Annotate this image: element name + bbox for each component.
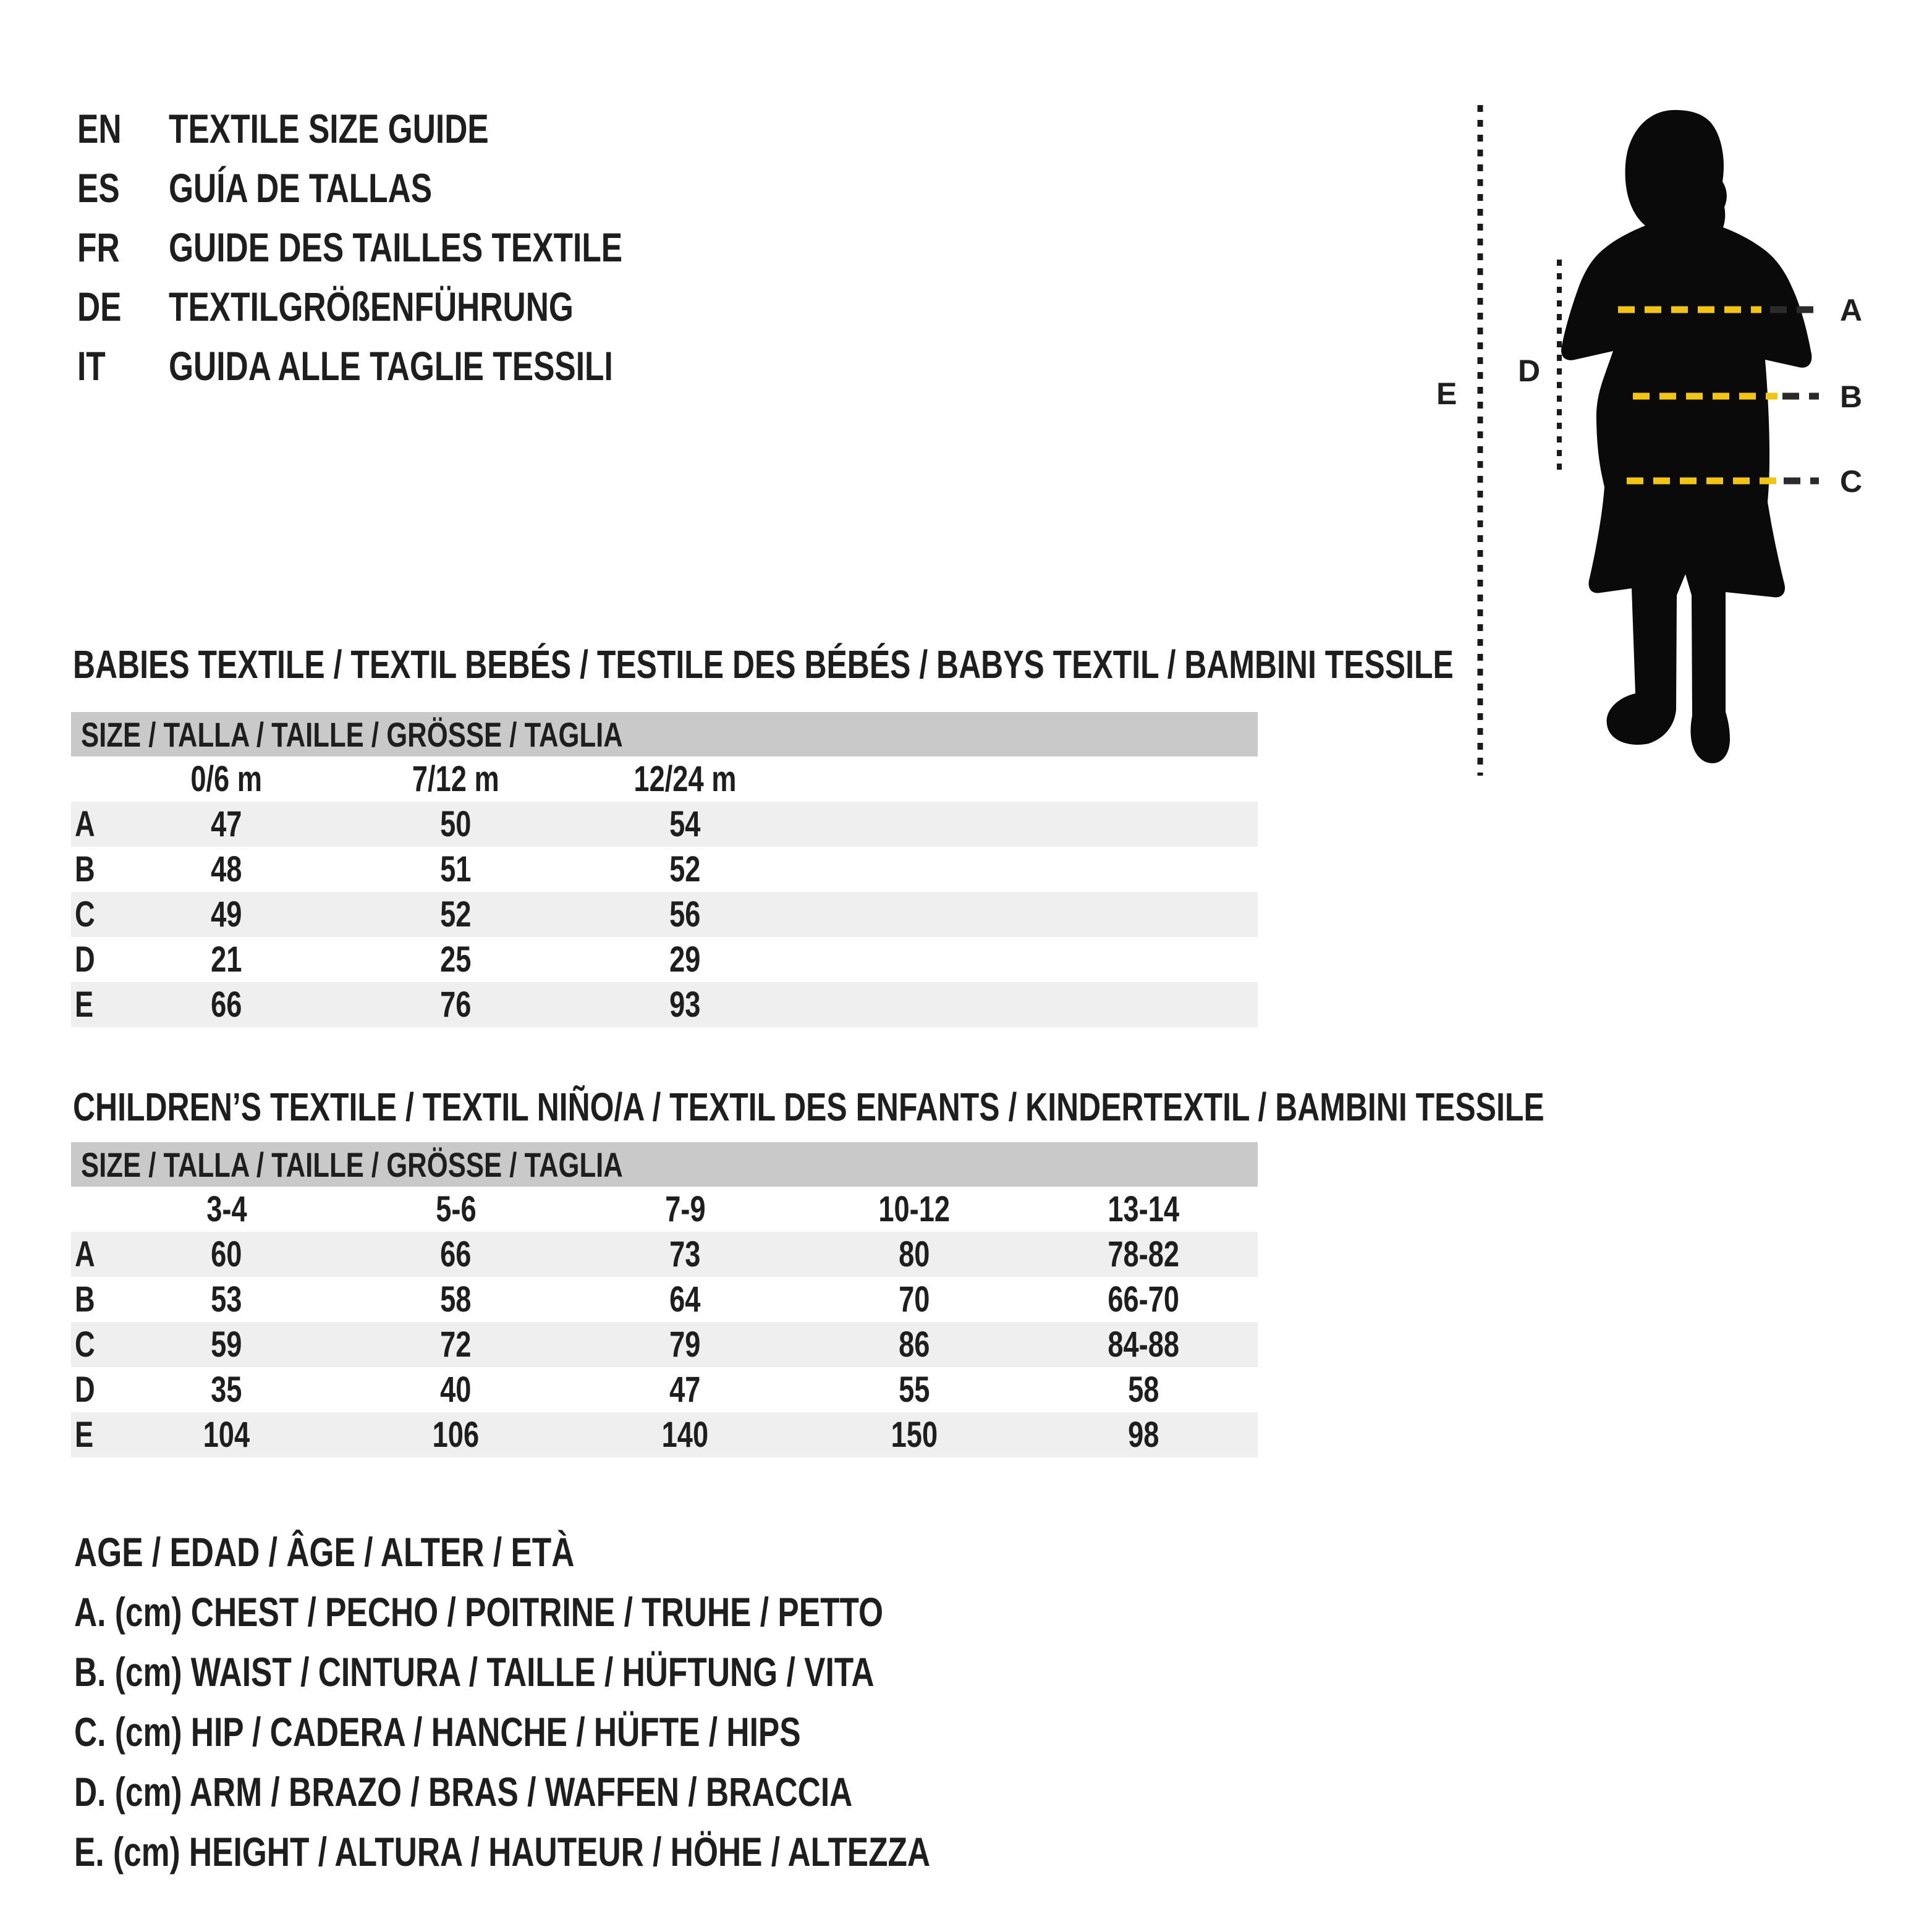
children-size-table: [71, 1142, 1258, 1457]
cell: 73: [669, 1234, 701, 1274]
lang-row-de: [0, 277, 1112, 336]
cell: 48: [211, 849, 242, 889]
cell: 66-70: [1108, 1279, 1179, 1320]
lang-code: IT: [77, 343, 106, 389]
column-header: 7-9: [664, 1189, 706, 1229]
row-label: A: [75, 804, 95, 844]
lang-row-it: [0, 336, 1112, 396]
babies-table-header-bar: SIZE / TALLA / TAILLE / GRÖSSE / TAGLIA: [71, 712, 1258, 756]
cell: 58: [1127, 1370, 1159, 1410]
cell: 58: [440, 1279, 472, 1320]
column-header: [800, 756, 1029, 802]
cell: 80: [899, 1234, 930, 1274]
lang-title: GUIDA ALLE TAGLIE TESSILI: [169, 343, 613, 389]
cell: [800, 892, 1029, 937]
legend-line-age: AGE / EDAD / ÂGE / ALTER / ETÀ: [74, 1528, 575, 1575]
cell: 52: [440, 894, 472, 934]
row-label: B: [75, 849, 95, 889]
table-row: [71, 847, 1258, 892]
cell: 78-82: [1108, 1234, 1179, 1274]
marker-label-e: E: [1436, 376, 1457, 411]
table-row: [71, 1367, 1258, 1412]
measurement-legend: [74, 1522, 1434, 1881]
row-label: D: [75, 939, 95, 980]
cell: 76: [440, 985, 472, 1025]
lang-code: DE: [77, 284, 122, 329]
language-title-block: [0, 99, 1112, 396]
babies-column-header-row: [71, 756, 1258, 802]
cell: 106: [432, 1415, 480, 1455]
table-row: [71, 982, 1258, 1027]
cell: 52: [669, 849, 701, 889]
cell: 104: [203, 1415, 250, 1455]
lang-code: ES: [77, 165, 120, 211]
column-header: 7/12 m: [412, 759, 499, 799]
lang-row-fr: [0, 218, 1112, 277]
babies-section-title: BABIES TEXTILE / TEXTIL BEBÉS / TESTILE DES BÉBÉS / BABYS TEXTIL / BAMBINI TESSILE: [73, 642, 1454, 687]
marker-label-b: B: [1840, 379, 1863, 414]
cell: 59: [211, 1324, 242, 1365]
cell: 98: [1127, 1415, 1159, 1455]
marker-label-a: A: [1840, 293, 1863, 328]
table-row: [71, 802, 1258, 847]
legend-line-waist: B. (cm) WAIST / CINTURA / TAILLE / HÜFTUNG / VITA: [74, 1648, 875, 1695]
legend-line-height: E. (cm) HEIGHT / ALTURA / HAUTEUR / HÖHE / ALTEZZA: [74, 1828, 931, 1875]
lang-title: TEXTILE SIZE GUIDE: [169, 106, 489, 151]
legend-line-hip: C. (cm) HIP / CADERA / HANCHE / HÜFTE / HIPS: [74, 1708, 801, 1755]
cell: 66: [211, 985, 242, 1025]
cell: 29: [669, 939, 701, 980]
cell: 51: [440, 849, 472, 889]
cell: 93: [669, 985, 701, 1025]
table-row: [71, 1232, 1258, 1277]
cell: [1029, 802, 1258, 847]
row-label: A: [75, 1234, 95, 1274]
children-section-title: CHILDREN’S TEXTILE / TEXTIL NIÑO/A / TEXTIL DES ENFANTS / KINDERTEXTIL / BAMBINI TESSILE: [73, 1085, 1544, 1129]
row-label: D: [75, 1370, 95, 1410]
cell: 66: [440, 1234, 472, 1274]
cell: 53: [211, 1279, 242, 1320]
table-row: [71, 1412, 1258, 1457]
cell: 25: [440, 939, 472, 980]
row-label: C: [75, 1324, 95, 1365]
cell: 140: [661, 1415, 709, 1455]
children-column-header-row: [71, 1187, 1258, 1232]
cell: 47: [211, 804, 242, 844]
row-label: B: [75, 1279, 95, 1320]
cell: 47: [669, 1370, 701, 1410]
cell: 79: [669, 1324, 701, 1365]
column-header: [1029, 756, 1258, 802]
column-header: 3-4: [206, 1189, 247, 1229]
lang-code: EN: [77, 106, 122, 151]
cell: [71, 1187, 112, 1232]
cell: 56: [669, 894, 701, 934]
cell: 150: [891, 1415, 938, 1455]
cell: [1029, 937, 1258, 982]
cell: 54: [669, 804, 701, 844]
row-label: E: [75, 985, 94, 1025]
lang-code: FR: [77, 224, 120, 270]
cell: [800, 937, 1029, 982]
row-label: C: [75, 894, 95, 934]
cell: 49: [211, 894, 242, 934]
cell: 64: [669, 1279, 701, 1320]
cell: 35: [211, 1370, 242, 1410]
cell: [800, 802, 1029, 847]
lang-row-en: [0, 99, 1112, 158]
table-row: [71, 937, 1258, 982]
cell: 40: [440, 1370, 472, 1410]
table-row: [71, 1322, 1258, 1367]
lang-title: GUÍA DE TALLAS: [169, 165, 433, 211]
cell: [1029, 892, 1258, 937]
cell: 86: [899, 1324, 930, 1365]
legend-line-arm: D. (cm) ARM / BRAZO / BRAS / WAFFEN / BRACCIA: [74, 1768, 853, 1815]
cell: [800, 982, 1029, 1027]
column-header: 13-14: [1108, 1189, 1179, 1229]
column-header: 0/6 m: [190, 759, 263, 799]
babies-size-table: [71, 712, 1258, 1027]
cell: 60: [211, 1234, 242, 1274]
row-label: E: [75, 1415, 94, 1455]
column-header: 5-6: [435, 1189, 477, 1229]
column-header: 12/24 m: [633, 759, 737, 799]
lang-title: GUIDE DES TAILLES TEXTILE: [169, 224, 623, 270]
marker-label-d: D: [1518, 354, 1541, 388]
cell: 72: [440, 1324, 472, 1365]
lang-row-es: [0, 158, 1112, 218]
cell: [1029, 982, 1258, 1027]
table-row: [71, 892, 1258, 937]
legend-line-chest: A. (cm) CHEST / PECHO / POITRINE / TRUHE / PETTO: [74, 1588, 884, 1635]
cell: [800, 847, 1029, 892]
marker-label-c: C: [1840, 464, 1863, 499]
children-table-header-bar: SIZE / TALLA / TAILLE / GRÖSSE / TAGLIA: [71, 1142, 1258, 1187]
cell: 55: [899, 1370, 930, 1410]
table-row: [71, 1277, 1258, 1322]
cell: 50: [440, 804, 472, 844]
cell: 84-88: [1108, 1324, 1179, 1365]
cell: [71, 756, 112, 802]
column-header: 10-12: [878, 1189, 951, 1229]
cell: [1029, 847, 1258, 892]
cell: 21: [211, 939, 242, 980]
cell: 70: [899, 1279, 930, 1320]
lang-title: TEXTILGRÖßENFÜHRUNG: [169, 284, 574, 329]
